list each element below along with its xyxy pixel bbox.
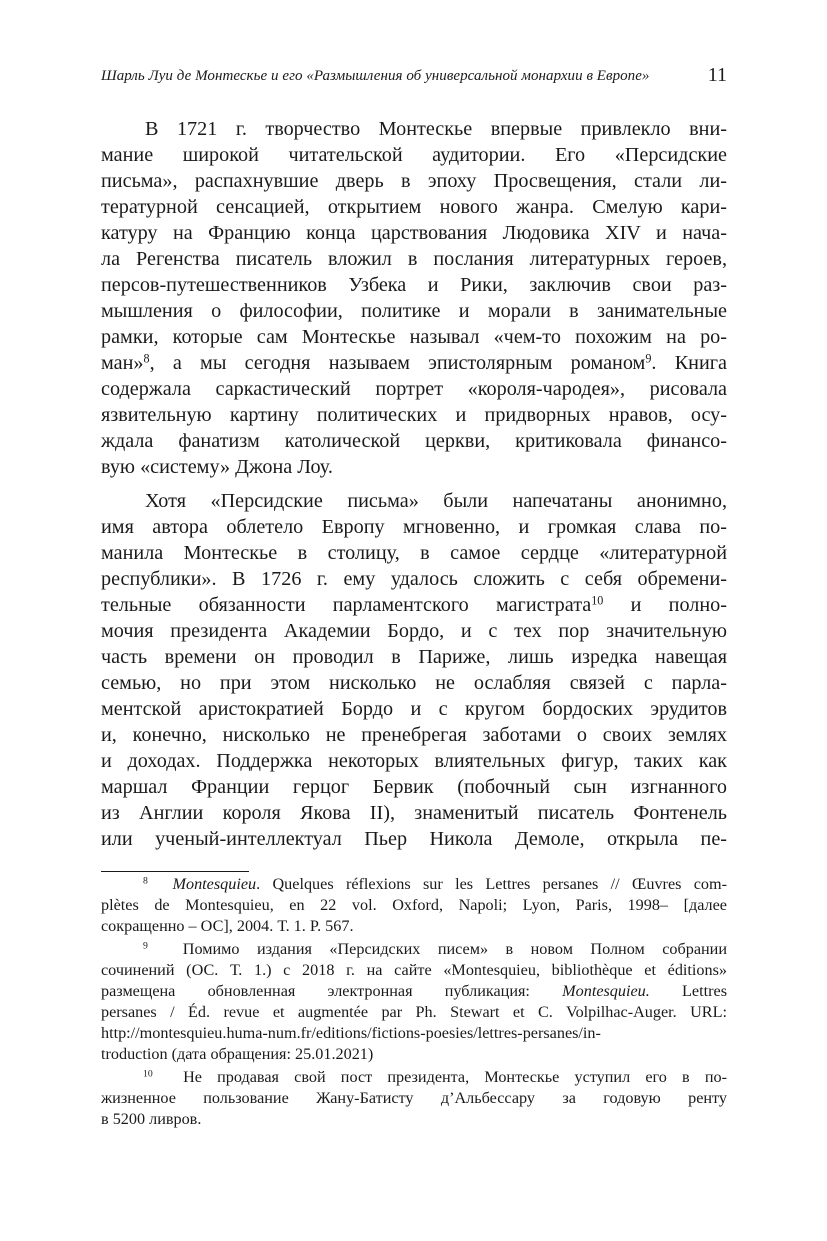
text-line: персов-путешественников Узбека и Рики, заключив свои раз-	[101, 274, 727, 296]
text-run: , а мы сегодня называем эпистолярным романом	[149, 352, 646, 374]
paragraph	[101, 488, 727, 852]
paragraph	[101, 116, 727, 480]
text-run: тельные обязанности парламентского магистрата	[101, 594, 592, 617]
footnote-9	[101, 939, 727, 1065]
text-line: маршал Франции герцог Бервик (побочный сын изгнанного	[101, 776, 727, 799]
footnote-ref-9[interactable]: 9	[645, 351, 652, 366]
text-line	[101, 592, 727, 618]
footnote-line: сокращенно – ОС], 2004. Т. 1. P. 567.	[101, 917, 354, 935]
text-line: ментской аристократией Бордо и с кругом бордоских эрудитов	[101, 698, 727, 721]
page-number: 11	[707, 64, 727, 86]
text-line: ждала фанатизм католической церкви, критиковала финансо-	[101, 430, 727, 452]
footnote-ref-10[interactable]: 10	[591, 593, 604, 608]
text-line: мочия президента Академии Бордо, и с тех пор значительную	[101, 620, 727, 643]
text-line: язвительную картину политических и придворных нравов, осу-	[101, 404, 727, 426]
footnote-line: в 5200 ливров.	[101, 1110, 202, 1128]
text-run: размещена обновленная электронная публикация:	[101, 982, 563, 1000]
text-run: Lettres	[649, 982, 727, 1000]
text-line: часть времени он проводил в Париже, лишь изредка навещая	[101, 646, 727, 669]
text-line: из Англии короля Якова II), знаменитый писатель Фонтенель	[101, 802, 727, 825]
text-line: катуру на Францию конца царствования Людовика XIV и нача-	[101, 222, 727, 244]
text-line: или ученый-интеллектуал Пьер Никола Демоле, открыла пе-	[101, 828, 727, 851]
footnote-number: 8	[143, 875, 148, 887]
text-line: В 1721 г. творчество Монтескье впервые привлекло вни-	[145, 118, 727, 140]
text-run: и полно-	[603, 594, 727, 617]
text-run: ман»	[101, 352, 144, 374]
footnote-line	[101, 939, 727, 960]
footnotes	[101, 874, 727, 1130]
text-line: и, конечно, нисколько не пренебрегая заботами о своих землях	[101, 724, 727, 747]
text-line: мание широкой читательской аудитории. Его «Персидские	[101, 144, 727, 166]
text-line: содержала саркастический портрет «короля-чародея», рисовала	[101, 378, 727, 400]
text-run: . Quelques réflexions sur les Lettres persanes // Œuvres com-	[256, 875, 728, 893]
text-line: письма», распахнувшие дверь в эпоху Просвещения, стали ли-	[101, 170, 727, 192]
footnote-ref-8[interactable]: 8	[143, 351, 150, 366]
text-line: мышления о философии, политике и морали в занимательные	[101, 300, 727, 322]
text-run: Не продавая свой пост президента, Монтескье уступил его в по-	[183, 1068, 727, 1086]
footnote-8	[101, 874, 727, 937]
running-head-title: Шарль Луи де Монтескье и его «Размышления об универсальной монархии в Европе»	[101, 68, 650, 84]
footnote-separator	[101, 871, 249, 872]
footnote-line: сочинений (ОС. Т. 1.) с 2018 г. на сайте «Montesquieu, bibliothèque et éditions»	[101, 961, 727, 979]
text-line: имя автора облетело Европу мгновенно, и громкая слава по-	[101, 516, 727, 539]
footnote-number: 9	[143, 940, 148, 952]
footnote-10	[101, 1067, 727, 1130]
footnote-line: plètes de Montesquieu, en 22 vol. Oxford, Napoli; Lyon, Paris, 1998– [далее	[101, 896, 727, 914]
footnote-line	[101, 981, 727, 1002]
footnote-url-line[interactable]: http://montesquieu.huma-num.fr/editions/fictions-poesies/lettres-persanes/in-	[101, 1024, 601, 1042]
main-text	[101, 116, 727, 852]
footnote-line	[101, 874, 727, 895]
footnote-line: жизненное пользование Жану-Батисту д’Альбессару за годовую ренту	[101, 1089, 727, 1107]
text-line: республики». В 1726 г. ему удалось сложить с себя обремени-	[101, 568, 727, 591]
footnote-line	[101, 1067, 727, 1088]
footnote-number: 10	[143, 1068, 153, 1080]
text-line: манила Монтескье в столицу, в самое сердце «литературной	[101, 542, 727, 565]
text-run: . Книга	[651, 352, 728, 374]
footnote-author: Montesquieu	[172, 875, 257, 893]
text-line: ла Регенства писатель вложил в послания литературных героев,	[101, 248, 727, 270]
footnote-line: persanes / Éd. revue et augmentée par Ph. Stewart et C. Volpilhac-Auger. URL:	[101, 1003, 727, 1021]
footnote-author: Montesquieu.	[562, 982, 650, 1000]
running-head	[101, 64, 727, 90]
text-line	[101, 350, 727, 376]
text-line: семью, но при этом нисколько не ослабляя связей с парла-	[101, 672, 727, 695]
text-line: Хотя «Персидские письма» были напечатаны анонимно,	[145, 490, 727, 513]
text-run: Помимо издания «Персидских писем» в новом Полном собрании	[182, 940, 727, 958]
text-line: и доходах. Поддержка некоторых влиятельных фигур, таких как	[101, 750, 727, 773]
text-line: тературной сенсацией, открытием нового жанра. Смелую кари-	[101, 196, 727, 218]
footnote-line: troduction (дата обращения: 25.01.2021)	[101, 1045, 374, 1063]
text-line: рамки, которые сам Монтескье называл «чем-то похожим на ро-	[101, 326, 727, 348]
text-line: вую «систему» Джона Лоу.	[101, 456, 333, 478]
